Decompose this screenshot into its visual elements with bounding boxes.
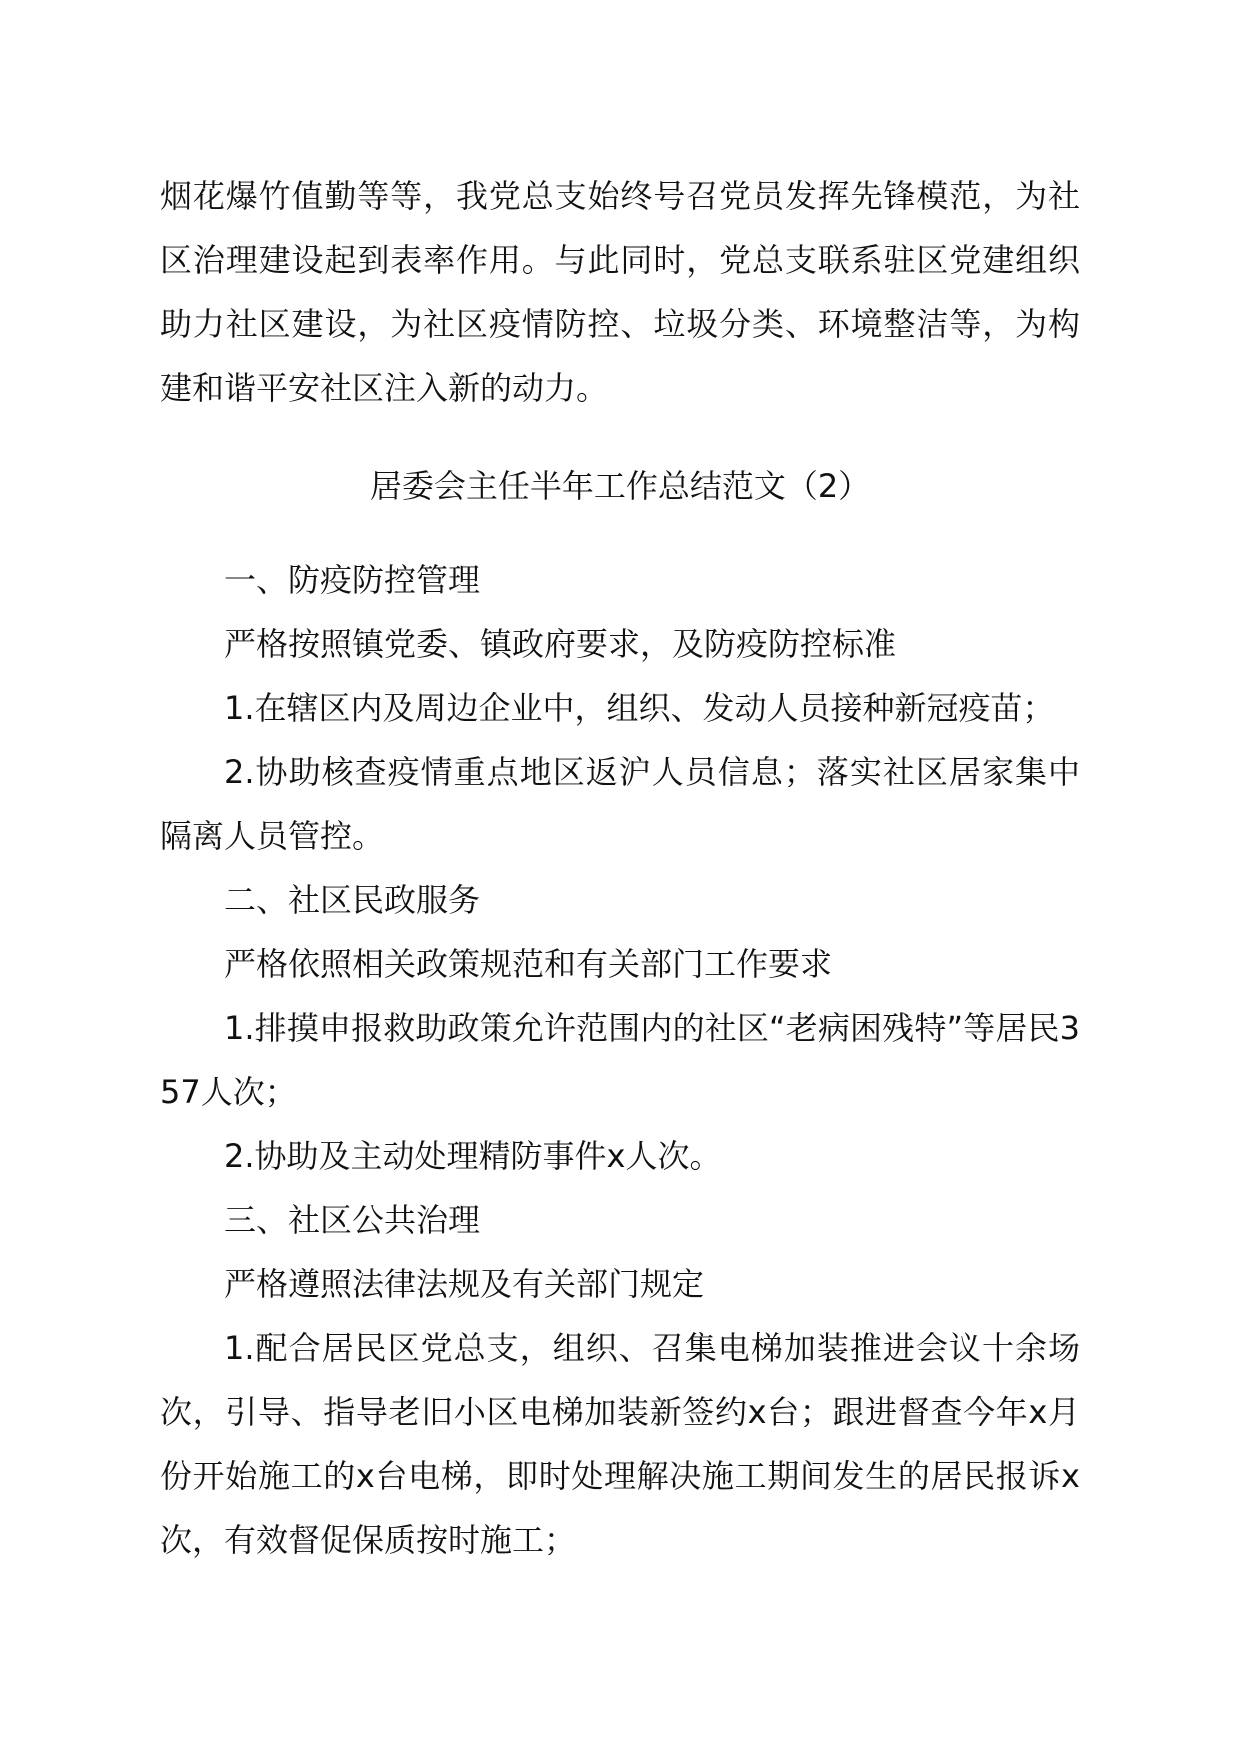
section-heading: 一、防疫防控管理: [224, 561, 481, 599]
section-item: 2.协助核查疫情重点地区返沪人员信息；落实社区居家集中隔离人员管控。: [160, 753, 1080, 855]
section-heading: 二、社区民政服务: [224, 881, 481, 919]
section-item: 2.协助及主动处理精防事件x人次。: [224, 1137, 722, 1175]
section-1: [160, 548, 1080, 868]
document-body: [160, 164, 1080, 1572]
section-item: 1.在辖区内及周边企业中，组织、发动人员接种新冠疫苗；: [224, 689, 1055, 727]
section-lead: 严格遵照法律法规及有关部门规定: [224, 1265, 705, 1303]
section-2: [160, 868, 1080, 1188]
section-lead: 严格按照镇党委、镇政府要求，及防疫防控标准: [224, 625, 897, 663]
section-lead: 严格依照相关政策规范和有关部门工作要求: [224, 945, 833, 983]
section-heading: 三、社区公共治理: [224, 1201, 481, 1239]
section-item: 1.排摸申报救助政策允许范围内的社区“老病困残特”等居民357人次；: [160, 1009, 1080, 1111]
section-item: 1.配合居民区党总支，组织、召集电梯加装推进会议十余场次，引导、指导老旧小区电梯加装新签约x台；跟进督查今年x月份开始施工的x台电梯，即时处理解决施工期间发生的居民报诉x次，有效督促保质按时施工；: [160, 1329, 1080, 1559]
document-title: 居委会主任半年工作总结范文（2）: [369, 467, 871, 505]
section-3: [160, 1188, 1080, 1572]
intro-paragraph: 烟花爆竹值勤等等，我党总支始终号召党员发挥先锋模范，为社区治理建设起到表率作用。与此同时，党总支联系驻区党建组织助力社区建设，为社区疫情防控、垃圾分类、环境整洁等，为构建和谐平安社区注入新的动力。: [160, 177, 1080, 407]
